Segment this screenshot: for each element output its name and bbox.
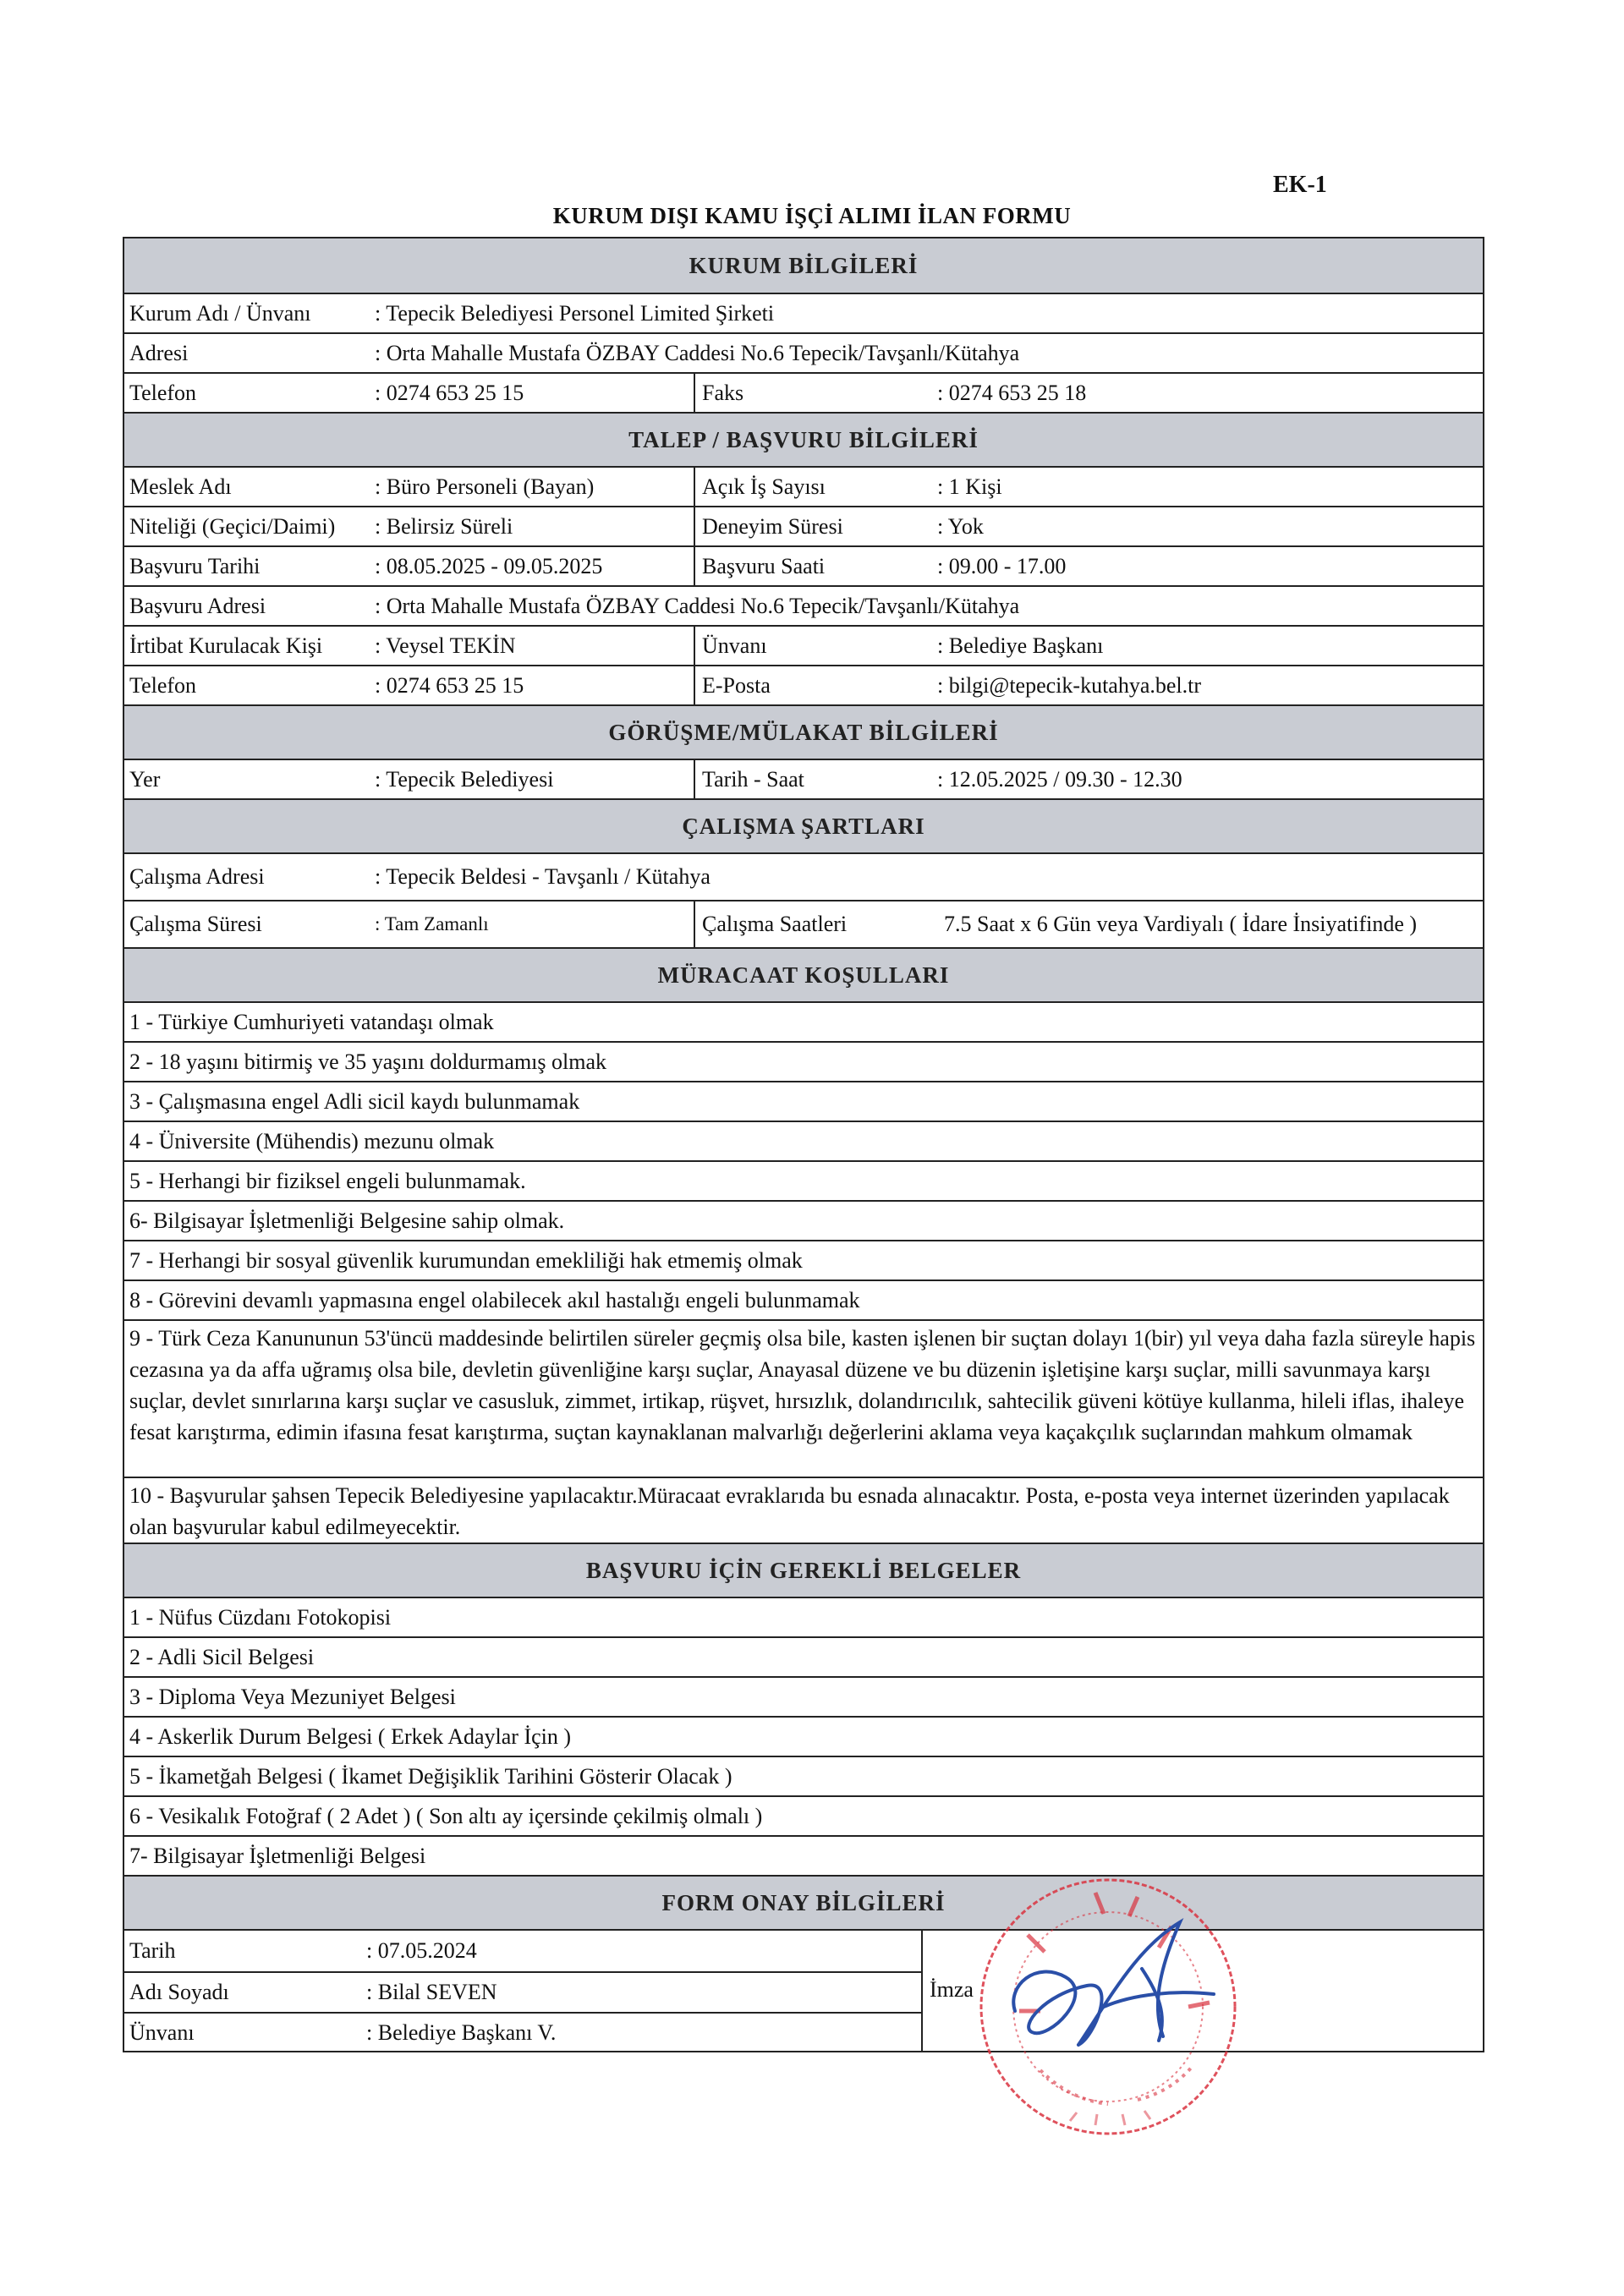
row-gorusme — [124, 759, 1483, 798]
condition-item — [124, 1319, 1483, 1477]
label-acik-is: Açık İş Sayısı — [702, 474, 826, 499]
label-kurum-adres: Adresi — [129, 340, 189, 365]
condition-text: 4 - Üniversite (Mühendis) mezunu olmak — [129, 1128, 495, 1153]
document-text: 7- Bilgisayar İşletmenliği Belgesi — [129, 1843, 426, 1868]
label-tarih-saat: Tarih - Saat — [702, 766, 804, 792]
row-nitelik — [124, 506, 1483, 545]
condition-text: 6- Bilgisayar İşletmenliği Belgesine sahip olmak. — [129, 1208, 565, 1233]
document-item — [124, 1835, 1483, 1875]
section-header-kurum: KURUM BİLGİLERİ — [124, 238, 1483, 293]
label-eposta: E-Posta — [702, 672, 771, 698]
value-kurum-telefon: : 0274 653 25 15 — [370, 374, 695, 412]
approval-fields — [124, 1931, 923, 2052]
row-kurum-adi — [124, 293, 1483, 332]
official-stamp-and-signature — [968, 1867, 1248, 2146]
condition-text: 10 - Başvurular şahsen Tepecik Belediyesine yapılacaktır.Müracaat evraklarıda bu esnada alınacaktır. Posta, e-posta veya internet üzerinden yapılacak olan başvurular kabul edilmeyecektir. — [129, 1483, 1450, 1539]
value-kurum-adi: : Tepecik Belediyesi Personel Limited Şirketi — [375, 300, 775, 326]
value-irtibat: : Veysel TEKİN — [370, 627, 695, 665]
row-kurum-adres — [124, 332, 1483, 372]
condition-item — [124, 1081, 1483, 1121]
document-item — [124, 1597, 1483, 1636]
label-unvan: Ünvanı — [702, 633, 767, 658]
row-basvuru-adresi — [124, 585, 1483, 625]
document-text: 1 - Nüfus Cüzdanı Fotokopisi — [129, 1604, 392, 1630]
value-unvan: : Belediye Başkanı — [937, 633, 1104, 658]
condition-text: 1 - Türkiye Cumhuriyeti vatandaşı olmak — [129, 1009, 494, 1034]
value-onay-adi: : Bilal SEVEN — [366, 1980, 497, 2004]
section-header-belgeler: BAŞVURU İÇİN GEREKLİ BELGELER — [124, 1543, 1483, 1597]
condition-text: 8 - Görevini devamlı yapmasına engel olabilecek akıl hastalığı engeli bulunmamak — [129, 1287, 860, 1312]
signature-icon — [1013, 1922, 1214, 2045]
document-item — [124, 1756, 1483, 1795]
value-deneyim: : Yok — [937, 513, 984, 539]
label-basvuru-tarihi: Başvuru Tarihi — [129, 553, 261, 578]
value-kurum-faks: : 0274 653 25 18 — [937, 380, 1087, 405]
annex-label: EK-1 — [1273, 172, 1327, 198]
condition-text: 3 - Çalışmasına engel Adli sicil kaydı bulunmamak — [129, 1088, 580, 1114]
condition-text: 7 - Herhangi bir sosyal güvenlik kurumundan emekliliği hak etmemiş olmak — [129, 1247, 803, 1273]
section-header-gorusme: GÖRÜŞME/MÜLAKAT BİLGİLERİ — [124, 704, 1483, 759]
label-calisma-adresi: Çalışma Adresi — [129, 864, 265, 889]
form-table — [123, 237, 1484, 2052]
label-irtibat: İrtibat Kurulacak Kişi — [129, 633, 323, 658]
label-basvuru-saati: Başvuru Saati — [702, 553, 826, 578]
row-onay-adi — [124, 1971, 921, 2012]
value-onay-tarih: : 07.05.2024 — [366, 1938, 477, 1963]
row-talep-telefon — [124, 665, 1483, 704]
value-kurum-adres: : Orta Mahalle Mustafa ÖZBAY Caddesi No.6 Tepecik/Tavşanlı/Kütahya — [375, 340, 1020, 365]
document-text: 6 - Vesikalık Fotoğraf ( 2 Adet ) ( Son altı ay içersinde çekilmiş olmalı ) — [129, 1803, 763, 1828]
document-text: 2 - Adli Sicil Belgesi — [129, 1644, 315, 1669]
section-header-onay: FORM ONAY BİLGİLERİ — [124, 1875, 1483, 1929]
value-basvuru-adresi: : Orta Mahalle Mustafa ÖZBAY Caddesi No.6 Tepecik/Tavşanlı/Kütahya — [375, 593, 1020, 618]
document-item — [124, 1716, 1483, 1756]
value-acik-is: : 1 Kişi — [937, 474, 1002, 499]
label-talep-telefon: Telefon — [129, 672, 197, 698]
document-item — [124, 1636, 1483, 1676]
value-yer: : Tepecik Belediyesi — [370, 760, 695, 798]
value-meslek: : Büro Personeli (Bayan) — [370, 468, 695, 506]
condition-item — [124, 1200, 1483, 1240]
label-onay-unvan: Ünvanı — [129, 2020, 195, 2045]
condition-item — [124, 1477, 1483, 1543]
label-onay-adi: Adı Soyadı — [129, 1980, 229, 2004]
value-calisma-suresi: : Tam Zamanlı — [370, 901, 695, 947]
row-calisma-adresi — [124, 852, 1483, 900]
section-header-muracaat: MÜRACAAT KOŞULLARI — [124, 947, 1483, 1001]
row-kurum-telefon — [124, 372, 1483, 412]
label-basvuru-adresi: Başvuru Adresi — [129, 593, 266, 618]
document-item — [124, 1795, 1483, 1835]
label-calisma-saatleri: Çalışma Saatleri — [702, 912, 848, 936]
value-calisma-adresi: : Tepecik Beldesi - Tavşanlı / Kütahya — [375, 864, 710, 889]
label-imza: İmza — [930, 1977, 974, 2002]
section-header-talep: TALEP / BAŞVURU BİLGİLERİ — [124, 412, 1483, 466]
value-eposta: : bilgi@tepecik-kutahya.bel.tr — [937, 672, 1202, 698]
document-text: 5 - İkametğah Belgesi ( İkamet Değişiklik Tarihini Gösterir Olacak ) — [129, 1763, 732, 1789]
condition-text: 9 - Türk Ceza Kanununun 53'üncü maddesinde belirtilen süreler geçmiş olsa bile, kasten işlenen bir suçtan dolayı 1(bir) yıl veya daha fazla süreyle hapis cezasına ya da affa uğramış olsa bile, devletin güvenliğine karşı suçlar, Anayasal düzene ve bu düzenin işletişine karşı suçlar, milli savunmaya karşı suçlar, devlet sınırlarına karşı suçlar ve casusluk, zimmet, irtikap, rüşvet, hırsızlık, dolandırıcılık, sahtecilik güveni kötüye kullanma, hileli iflas, ihaleye fesat karıştırma, edimin ifasına fesat karıştırma, suçtan kaynaklanan malvarlığı değerlerini aklama veya kaçakçılık suçlarından mahkum olmamak — [129, 1326, 1476, 1444]
condition-item — [124, 1001, 1483, 1041]
value-basvuru-tarihi: : 08.05.2025 - 09.05.2025 — [370, 547, 695, 585]
row-calisma-suresi — [124, 900, 1483, 947]
document-text: 4 - Askerlik Durum Belgesi ( Erkek Adaylar İçin ) — [129, 1723, 572, 1749]
row-onay-tarih — [124, 1931, 921, 1971]
label-onay-tarih: Tarih — [129, 1938, 176, 1963]
condition-text: 2 - 18 yaşını bitirmiş ve 35 yaşını doldurmamış olmak — [129, 1049, 607, 1074]
value-calisma-saatleri: 7.5 Saat x 6 Gün veya Vardiyalı ( İdare İnsiyatifinde ) — [944, 912, 1418, 936]
condition-item — [124, 1280, 1483, 1319]
value-talep-telefon: : 0274 653 25 15 — [370, 666, 695, 704]
section-header-calisma: ÇALIŞMA ŞARTLARI — [124, 798, 1483, 852]
condition-item — [124, 1160, 1483, 1200]
label-calisma-suresi: Çalışma Süresi — [129, 912, 262, 936]
label-kurum-adi: Kurum Adı / Ünvanı — [129, 300, 311, 326]
label-kurum-telefon: Telefon — [129, 380, 197, 405]
label-yer: Yer — [129, 766, 161, 792]
value-onay-unvan: : Belediye Başkanı V. — [366, 2020, 557, 2045]
label-kurum-faks: Faks — [702, 380, 744, 405]
value-tarih-saat: : 12.05.2025 / 09.30 - 12.30 — [937, 766, 1182, 792]
row-onay-unvan — [124, 2012, 921, 2052]
row-basvuru-tarihi — [124, 545, 1483, 585]
row-irtibat — [124, 625, 1483, 665]
condition-item — [124, 1240, 1483, 1280]
document-text: 3 - Diploma Veya Mezuniyet Belgesi — [129, 1684, 456, 1709]
label-nitelik: Niteliği (Geçici/Daimi) — [129, 513, 336, 539]
value-basvuru-saati: : 09.00 - 17.00 — [937, 553, 1067, 578]
condition-item — [124, 1121, 1483, 1160]
condition-item — [124, 1041, 1483, 1081]
row-meslek — [124, 466, 1483, 506]
label-deneyim: Deneyim Süresi — [702, 513, 843, 539]
approval-block — [124, 1929, 1483, 2051]
document-item — [124, 1676, 1483, 1716]
condition-text: 5 - Herhangi bir fiziksel engeli bulunmamak. — [129, 1168, 526, 1193]
form-title: KURUM DIŞI KAMU İŞÇİ ALIMI İLAN FORMU — [552, 203, 1072, 228]
label-meslek: Meslek Adı — [129, 474, 232, 499]
value-nitelik: : Belirsiz Süreli — [370, 507, 695, 545]
